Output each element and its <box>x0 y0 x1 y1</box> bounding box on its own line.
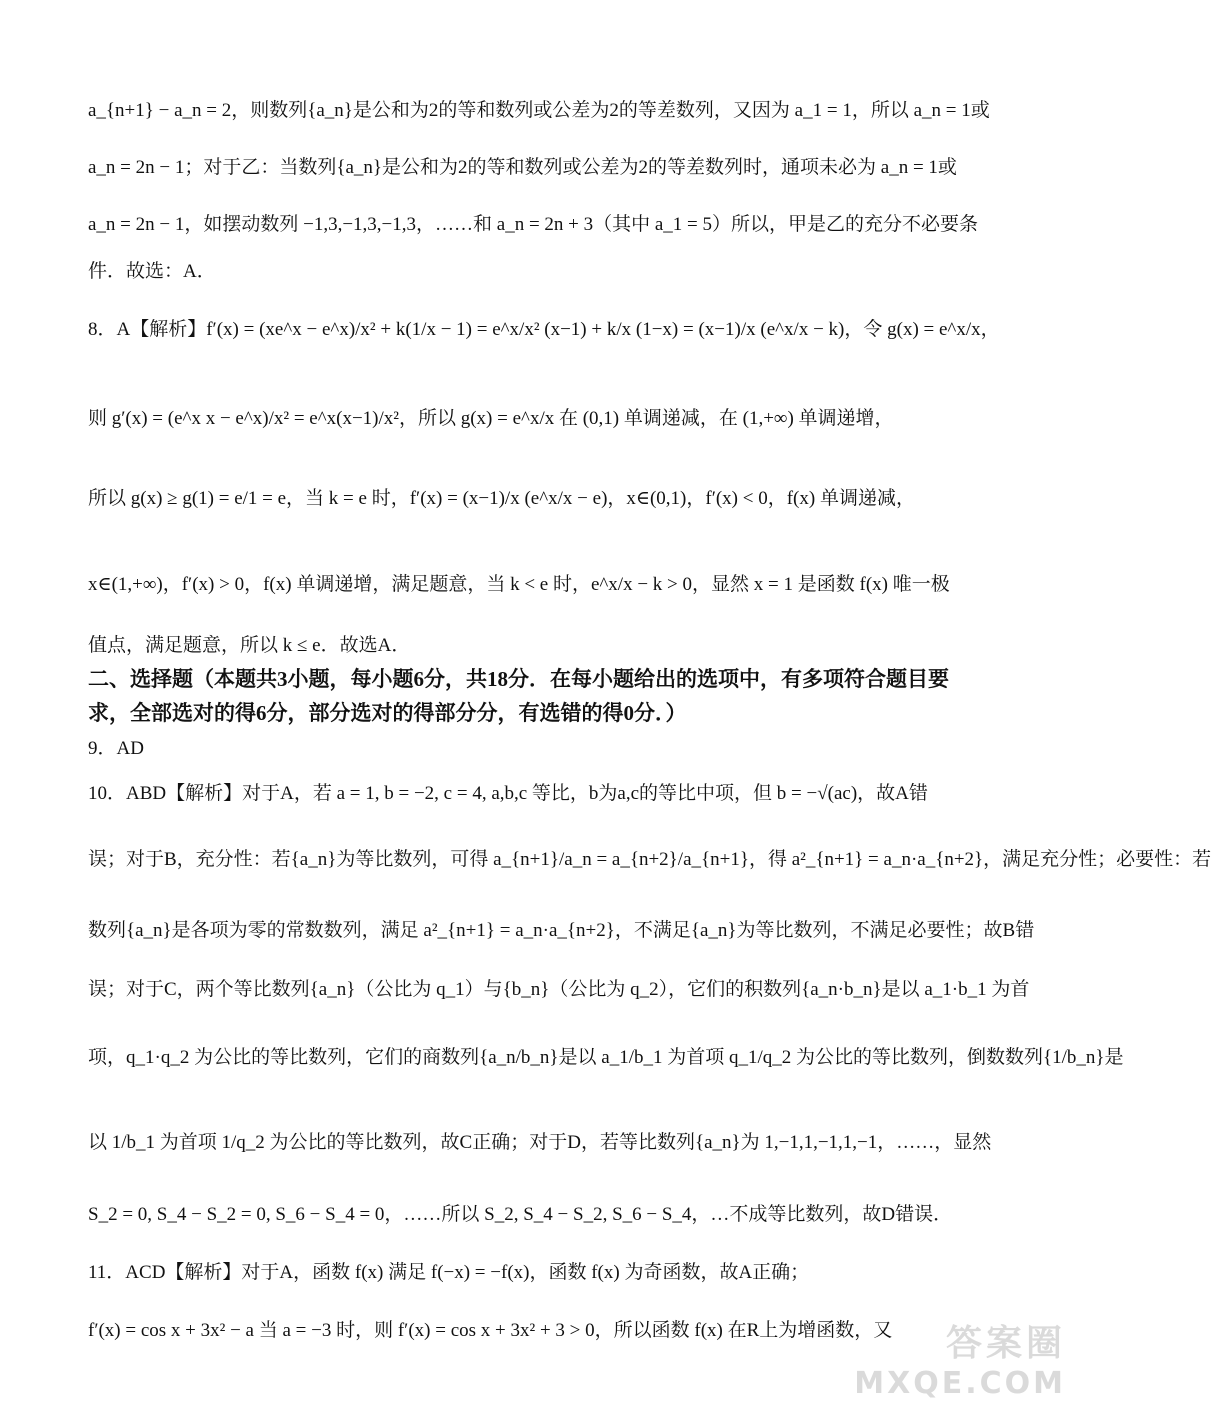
answer-9: 9．AD <box>88 738 144 759</box>
text-line-4: 件．故选：A． <box>88 261 216 282</box>
solution-10-line-6: 以 1/b_1 为首项 1/q_2 为公比的等比数列，故C正确；对于D，若等比数列{a_n}为 1,−1,1,−1,1,−1，……，显然 <box>88 1132 992 1153</box>
text-line-2: a_n = 2n − 1；对于乙：当数列{a_n}是公和为2的等和数列或公差为2的等差数列时，通项未必为 a_n = 1或 <box>88 157 957 178</box>
solution-8-line-3: 所以 g(x) ≥ g(1) = e/1 = e，当 k = e 时，f′(x) = (x−1)/x (e^x/x − e)，x∈(0,1)，f′(x) < 0，f(x) 单调递减， <box>88 488 915 509</box>
solution-10-line-4: 误；对于C，两个等比数列{a_n}（公比为 q_1）与{b_n}（公比为 q_2），它们的积数列{a_n·b_n}是以 a_1·b_1 为首 <box>88 979 1030 1000</box>
watermark-logo-text: 答案圈 <box>945 1323 1066 1364</box>
solution-8-line-5: 值点，满足题意，所以 k ≤ e．故选A． <box>88 635 411 656</box>
text-line-1: a_{n+1} − a_n = 2，则数列{a_n}是公和为2的等和数列或公差为2的等差数列，又因为 a_1 = 1，所以 a_n = 1或 <box>88 100 990 121</box>
solution-10-line-2: 误；对于B，充分性：若{a_n}为等比数列，可得 a_{n+1}/a_n = a_{n+2}/a_{n+1}，得 a²_{n+1} = a_n·a_{n+2}，满足充分性；必要性：若 <box>88 849 1211 870</box>
section-heading-line-1: 二、选择题（本题共3小题，每小题6分，共18分．在每小题给出的选项中，有多项符合题目要 <box>88 667 949 691</box>
solution-10-line-3: 数列{a_n}是各项为零的常数数列，满足 a²_{n+1} = a_n·a_{n+2}，不满足{a_n}为等比数列，不满足必要性；故B错 <box>88 920 1035 941</box>
section-heading-line-2: 求，全部选对的得6分，部分选对的得部分分，有选错的得0分．） <box>88 701 687 725</box>
watermark-url-text: MXQE.COM <box>854 1366 1066 1401</box>
solution-10-line-5: 项，q_1·q_2 为公比的等比数列，它们的商数列{a_n/b_n}是以 a_1/b_1 为首项 q_1/q_2 为公比的等比数列，倒数数列{1/b_n}是 <box>88 1047 1124 1068</box>
site-watermark <box>854 1315 1066 1401</box>
text-line-3: a_n = 2n − 1，如摆动数列 −1,3,−1,3,−1,3，……和 a_n = 2n + 3（其中 a_1 = 5）所以，甲是乙的充分不必要条 <box>88 214 979 235</box>
solution-8-line-1: 8．A【解析】f′(x) = (xe^x − e^x)/x² + k(1/x − 1) = e^x/x² (x−1) + k/x (1−x) = (x−1)/x (e^x/x − k)，令 g(x) = e^x/x， <box>88 319 1000 340</box>
solution-8-line-4: x∈(1,+∞)，f′(x) > 0，f(x) 单调递增，满足题意，当 k < e 时，e^x/x − k > 0，显然 x = 1 是函数 f(x) 唯一极 <box>88 574 950 595</box>
solution-11-line-2: f′(x) = cos x + 3x² − a 当 a = −3 时，则 f′(x) = cos x + 3x² + 3 > 0，所以函数 f(x) 在R上为增函数，又 <box>88 1320 893 1341</box>
solution-11-line-1: 11．ACD【解析】对于A，函数 f(x) 满足 f(−x) = −f(x)，函数 f(x) 为奇函数，故A正确； <box>88 1262 810 1283</box>
solution-10-line-7: S_2 = 0, S_4 − S_2 = 0, S_6 − S_4 = 0，……所以 S_2, S_4 − S_2, S_6 − S_4，…不成等比数列，故D错误． <box>88 1204 953 1225</box>
solution-10-line-1: 10．ABD【解析】对于A，若 a = 1, b = −2, c = 4, a,b,c 等比，b为a,c的等比中项，但 b = −√(ac)，故A错 <box>88 783 928 804</box>
solution-8-line-2: 则 g′(x) = (e^x x − e^x)/x² = e^x(x−1)/x²，所以 g(x) = e^x/x 在 (0,1) 单调递减，在 (1,+∞) 单调递增， <box>88 408 894 429</box>
